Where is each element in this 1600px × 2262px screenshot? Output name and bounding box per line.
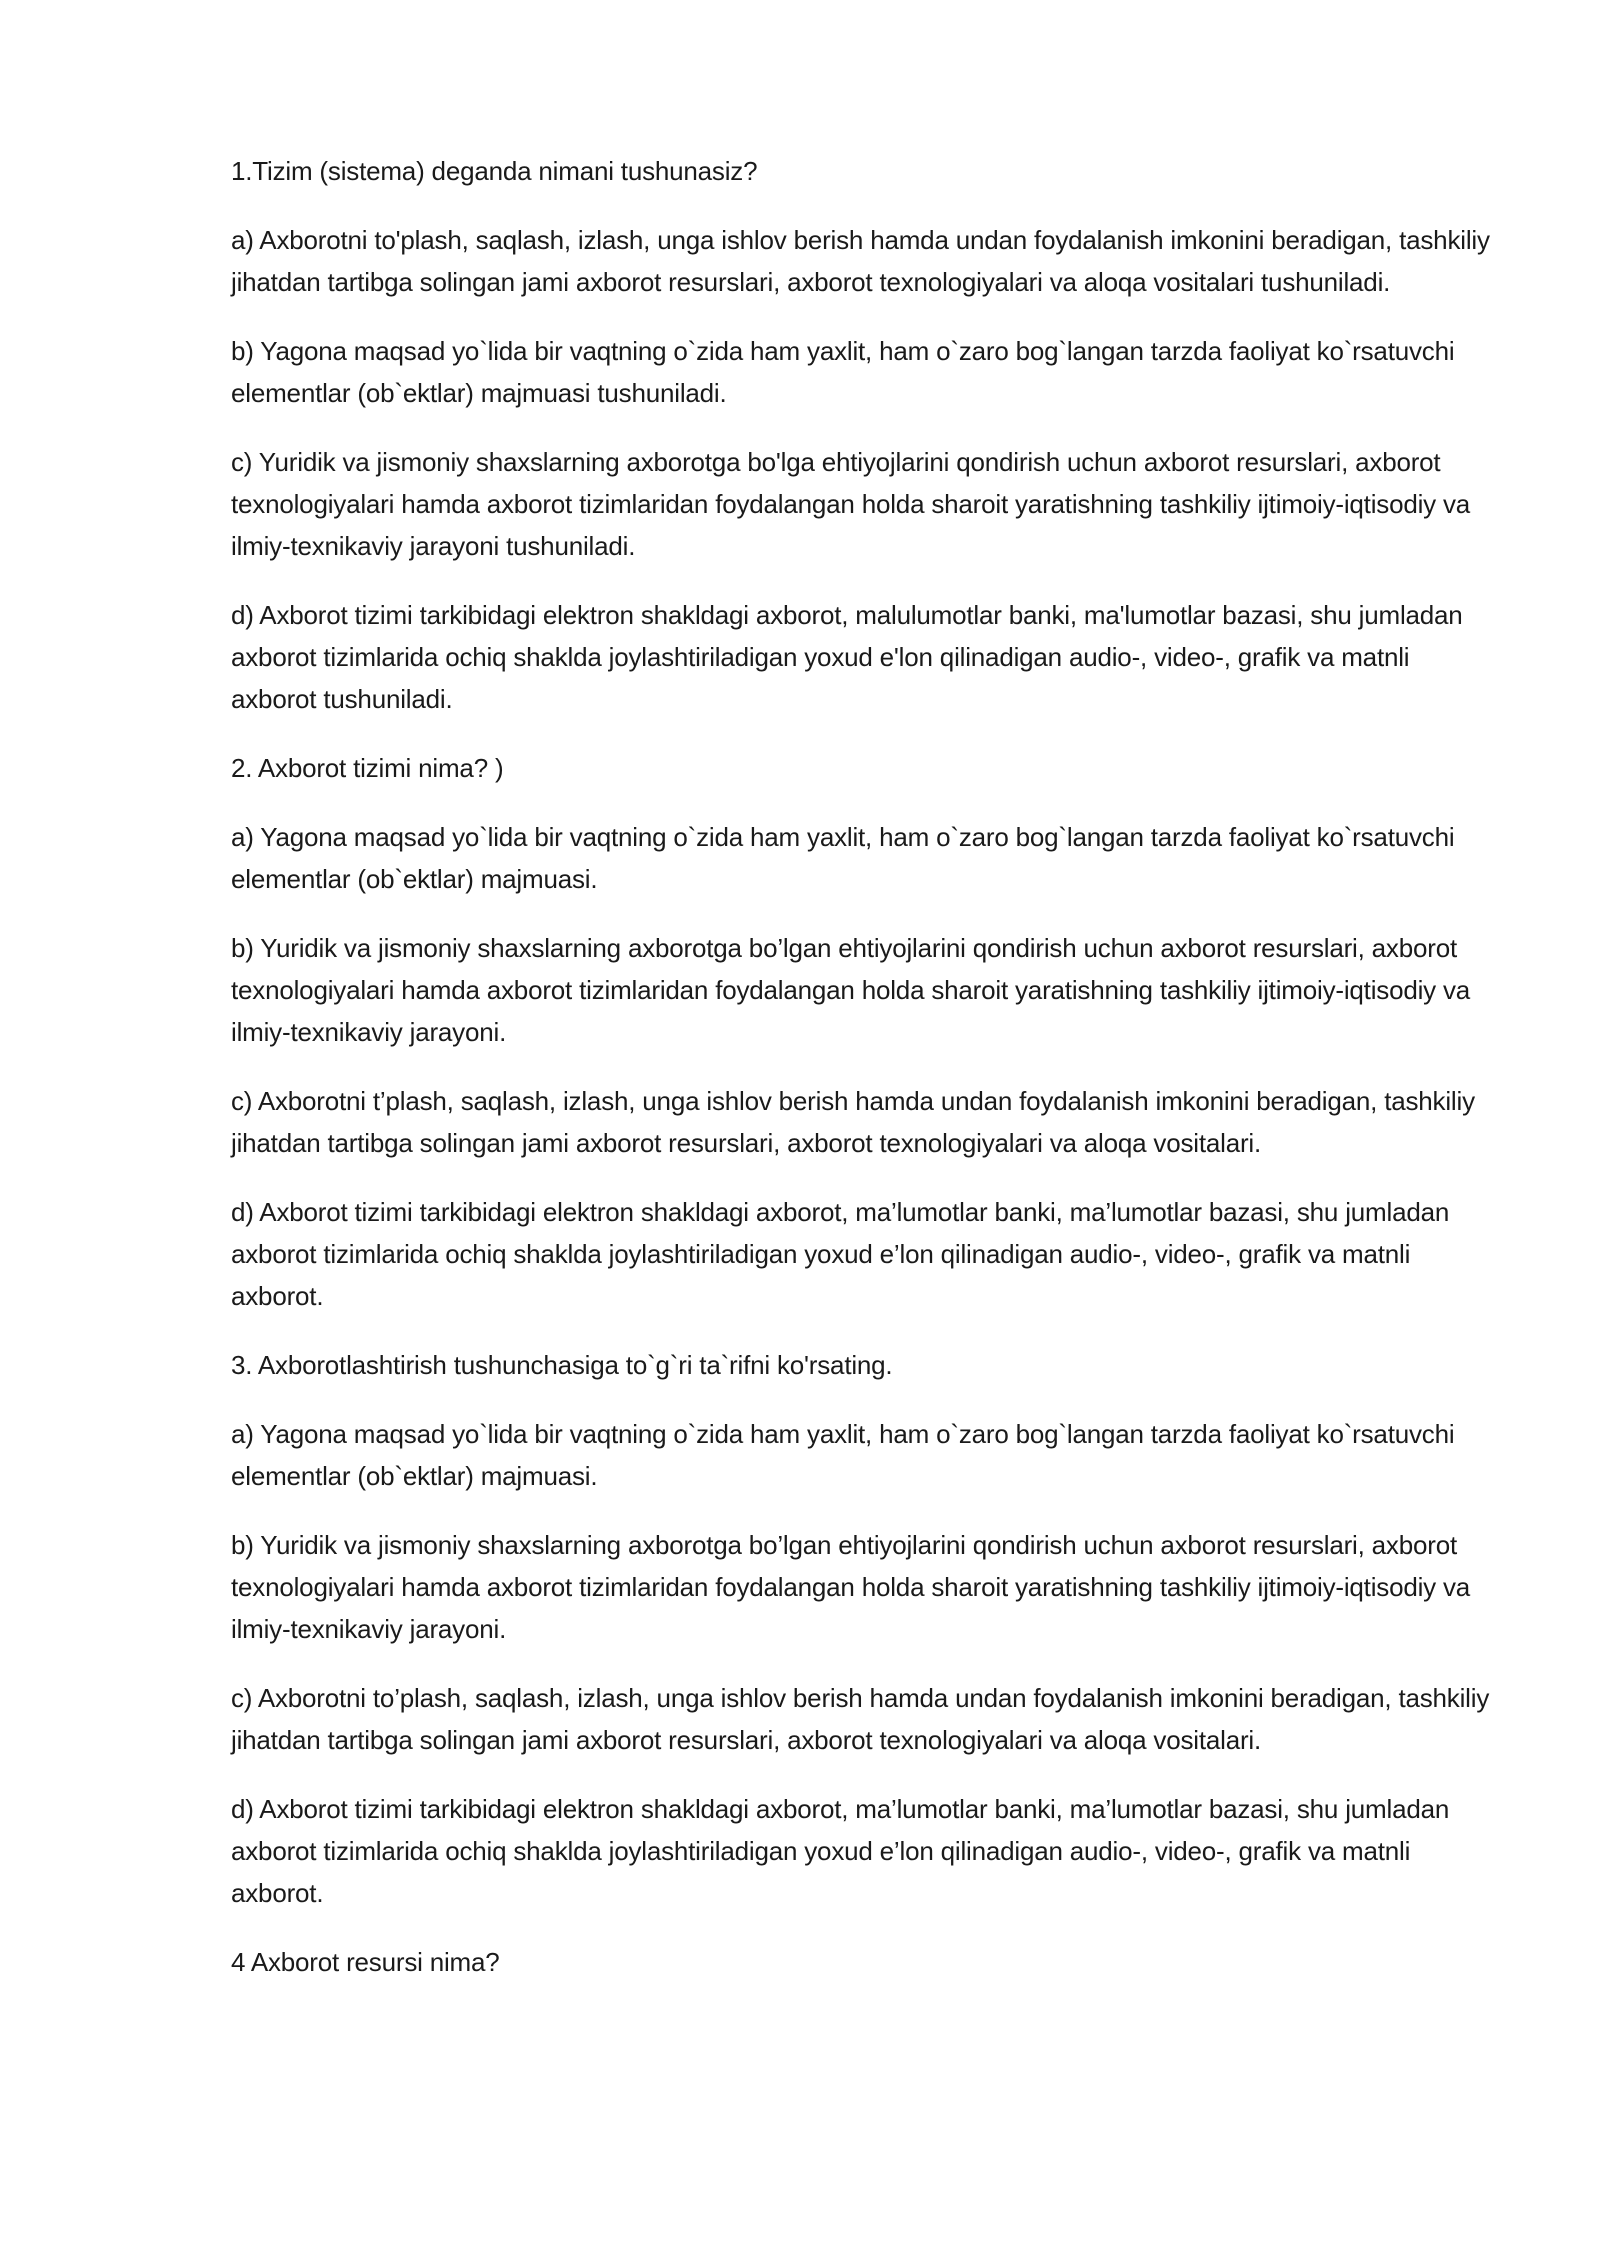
question-3-option-d: d) Axborot tizimi tarkibidagi elektron shakldagi axborot, ma’lumotlar banki, ma’lumotlar bazasi, shu jumladan axborot tizimlarida ochiq shaklda joylashtiriladigan yoxud e’lon qilinadigan audio-, video-, grafik va matnli axborot. <box>231 1794 1450 1908</box>
question-3-option-c: c) Axborotni to’plash, saqlash, izlash, unga ishlov berish hamda undan foydalanish imkonini beradigan, tashkiliy jihatdan tartibga solingan jami axborot resurslari, axborot texnologiyalari va aloqa vositalari. <box>231 1683 1490 1755</box>
question-3-option-b: b) Yuridik va jismoniy shaxslarning axborotga bo’lgan ehtiyojlarini qondirish uchun axborot resurslari, axborot texnologiyalari hamda axborot tizimlaridan foydalangan holda sharoit yaratishning tashkiliy ijtimoiy-iqtisodiy va ilmiy-texnikaviy jarayoni. <box>231 1530 1471 1644</box>
question-2-option-c: c) Axborotni t’plash, saqlash, izlash, unga ishlov berish hamda undan foydalanish imkonini beradigan, tashkiliy jihatdan tartibga solingan jami axborot resurslari, axborot texnologiyalari va aloqa vositalari. <box>231 1086 1475 1158</box>
question-4-title: 4 Axborot resursi nima? <box>231 1947 500 1977</box>
question-1-option-c: c) Yuridik va jismoniy shaxslarning axborotga bo'lga ehtiyojlarini qondirish uchun axborot resurslari, axborot texnologiyalari hamda axborot tizimlaridan foydalangan holda sharoit yaratishning tashkiliy ijtimoiy-iqtisodiy va ilmiy-texnikaviy jarayoni tushuniladi. <box>231 447 1471 561</box>
question-3-title: 3. Axborotlashtirish tushunchasiga to`g`ri ta`rifni ko'rsating. <box>231 1350 893 1380</box>
question-2-title: 2. Axborot tizimi nima? ) <box>231 753 504 783</box>
document-body <box>231 150 1491 2010</box>
question-1-option-a: a) Axborotni to'plash, saqlash, izlash, unga ishlov berish hamda undan foydalanish imkonini beradigan, tashkiliy jihatdan tartibga solingan jami axborot resurslari, axborot texnologiyalari va aloqa vositalari tushuniladi. <box>231 225 1490 297</box>
question-1-title: 1.Tizim (sistema) deganda nimani tushunasiz? <box>231 156 758 186</box>
question-1-option-d: d) Axborot tizimi tarkibidagi elektron shakldagi axborot, malulumotlar banki, ma'lumotlar bazasi, shu jumladan axborot tizimlarida ochiq shaklda joylashtiriladigan yoxud e'lon qilinadigan audio-, video-, grafik va matnli axborot tushuniladi. <box>231 600 1463 714</box>
question-2-option-d: d) Axborot tizimi tarkibidagi elektron shakldagi axborot, ma’lumotlar banki, ma’lumotlar bazasi, shu jumladan axborot tizimlarida ochiq shaklda joylashtiriladigan yoxud e’lon qilinadigan audio-, video-, grafik va matnli axborot. <box>231 1197 1450 1311</box>
question-2-option-a: a) Yagona maqsad yo`lida bir vaqtning o`zida ham yaxlit, ham o`zaro bog`langan tarzda faoliyat ko`rsatuvchi elementlar (ob`ektlar) majmuasi. <box>231 822 1455 894</box>
question-3-option-a: a) Yagona maqsad yo`lida bir vaqtning o`zida ham yaxlit, ham o`zaro bog`langan tarzda faoliyat ko`rsatuvchi elementlar (ob`ektlar) majmuasi. <box>231 1419 1455 1491</box>
question-1-option-b: b) Yagona maqsad yo`lida bir vaqtning o`zida ham yaxlit, ham o`zaro bog`langan tarzda faoliyat ko`rsatuvchi elementlar (ob`ektlar) majmuasi tushuniladi. <box>231 336 1455 408</box>
question-2-option-b: b) Yuridik va jismoniy shaxslarning axborotga bo’lgan ehtiyojlarini qondirish uchun axborot resurslari, axborot texnologiyalari hamda axborot tizimlaridan foydalangan holda sharoit yaratishning tashkiliy ijtimoiy-iqtisodiy va ilmiy-texnikaviy jarayoni. <box>231 933 1471 1047</box>
